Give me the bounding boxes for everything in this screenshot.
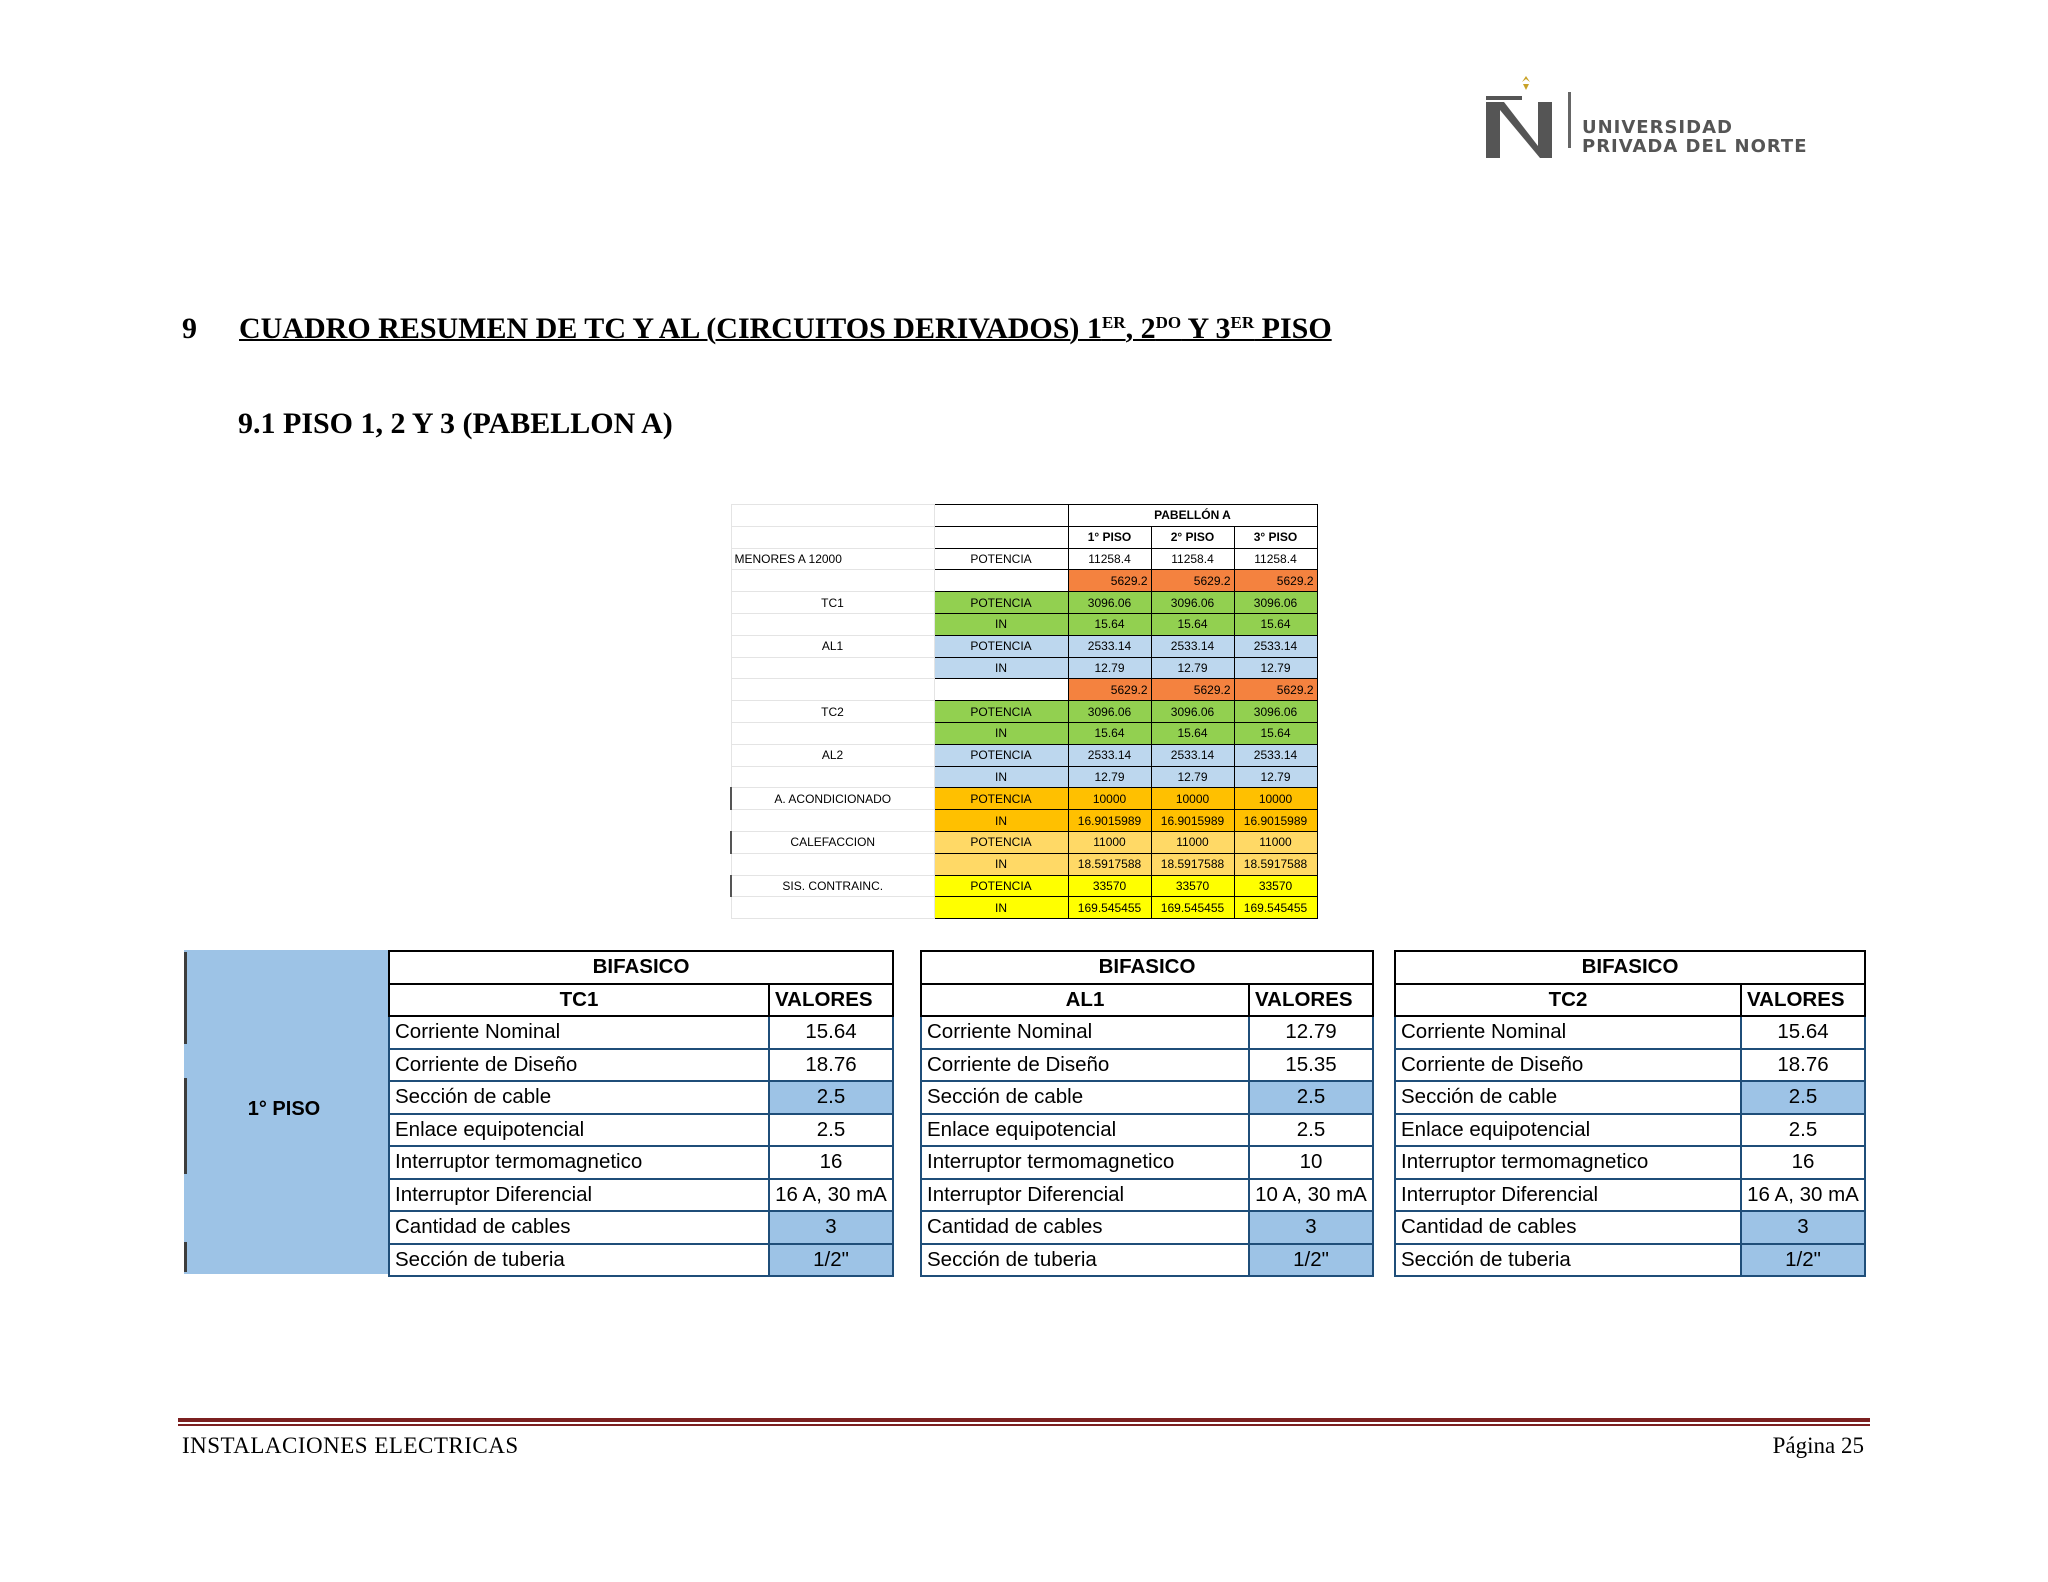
sheet-row-type	[934, 679, 1068, 701]
parameter-name: Enlace equipotencial	[1395, 1114, 1741, 1147]
table-row	[389, 1049, 893, 1082]
sheet-row	[731, 744, 1317, 766]
summary-subheader-row	[921, 984, 1373, 1017]
sheet-row-type: POTENCIA	[934, 701, 1068, 723]
parameter-value: 2.5	[1249, 1114, 1373, 1147]
values-header: VALORES	[769, 984, 893, 1017]
sheet-row-type: POTENCIA	[934, 875, 1068, 897]
parameter-value: 10	[1249, 1146, 1373, 1179]
table-row	[921, 1049, 1373, 1082]
title-sup-2: DO	[1155, 313, 1182, 332]
logo-separator	[1568, 92, 1571, 148]
sheet-value-cell: 2533.14	[1068, 635, 1151, 657]
sheet-row-label: SIS. CONTRAINC.	[731, 875, 934, 897]
parameter-name: Sección de tuberia	[921, 1244, 1249, 1277]
circuit-name: TC2	[1395, 984, 1741, 1017]
sheet-value-cell: 5629.2	[1234, 570, 1317, 592]
sheet-value-cell: 11000	[1068, 831, 1151, 853]
parameter-name: Sección de cable	[921, 1081, 1249, 1114]
table-row	[1395, 1049, 1865, 1082]
parameter-name: Corriente Nominal	[921, 1016, 1249, 1049]
parameter-name: Corriente Nominal	[389, 1016, 769, 1049]
parameter-value: 16	[769, 1146, 893, 1179]
summary-subheader-row	[1395, 984, 1865, 1017]
sheet-value-cell: 11000	[1234, 831, 1317, 853]
table-row	[921, 1146, 1373, 1179]
piso-label: 1° PISO	[247, 1098, 321, 1120]
sheet-floor-header: 3° PISO	[1234, 526, 1317, 548]
left-border-mark	[184, 952, 187, 1044]
sheet-value-cell: 10000	[1151, 788, 1234, 810]
summary-header-row	[389, 951, 893, 984]
phase-header: BIFASICO	[921, 951, 1373, 984]
sheet-row-label: TC1	[731, 592, 934, 614]
table-row	[389, 1081, 893, 1114]
parameter-name: Interruptor termomagnetico	[389, 1146, 769, 1179]
summary-table-tc2	[1394, 950, 1866, 1277]
parameter-value: 12.79	[1249, 1016, 1373, 1049]
sheet-row-label: CALEFACCION	[731, 831, 934, 853]
sheet-value-cell: 12.79	[1068, 766, 1151, 788]
sheet-row-type: POTENCIA	[934, 744, 1068, 766]
table-row	[921, 1016, 1373, 1049]
parameter-name: Corriente Nominal	[1395, 1016, 1741, 1049]
parameter-value: 2.5	[1741, 1081, 1865, 1114]
sheet-value-cell: 33570	[1151, 875, 1234, 897]
footer-rule-thin	[178, 1424, 1870, 1426]
table-row	[389, 1179, 893, 1212]
parameter-name: Interruptor termomagnetico	[921, 1146, 1249, 1179]
section-heading	[182, 312, 1332, 346]
sheet-value-cell: 12.79	[1151, 657, 1234, 679]
sheet-value-cell: 169.545455	[1151, 897, 1234, 919]
table-row	[921, 1179, 1373, 1212]
sheet-value-cell: 5629.2	[1151, 570, 1234, 592]
sheet-row-label: TC2	[731, 701, 934, 723]
sheet-blank-cell	[731, 505, 934, 527]
sheet-value-cell: 12.79	[1234, 766, 1317, 788]
sheet-row	[731, 853, 1317, 875]
sheet-value-cell: 12.79	[1151, 766, 1234, 788]
footer-rule	[178, 1418, 1870, 1422]
sheet-value-cell: 18.5917588	[1068, 853, 1151, 875]
sheet-value-cell: 3096.06	[1068, 701, 1151, 723]
parameter-value: 1/2"	[769, 1244, 893, 1277]
sheet-row-label	[731, 679, 934, 701]
summary-header-row	[921, 951, 1373, 984]
parameter-value: 1/2"	[1741, 1244, 1865, 1277]
sheet-value-cell: 5629.2	[1068, 679, 1151, 701]
footer-page-number: Página 25	[1772, 1433, 1864, 1458]
sheet-value-cell: 2533.14	[1151, 635, 1234, 657]
sheet-value-cell: 2533.14	[1151, 744, 1234, 766]
sheet-value-cell: 33570	[1068, 875, 1151, 897]
parameter-value: 15.35	[1249, 1049, 1373, 1082]
title-part-d: PISO	[1254, 312, 1332, 345]
circuit-name: TC1	[389, 984, 769, 1017]
table-row	[1395, 1211, 1865, 1244]
title-part-c: Y 3	[1181, 312, 1231, 345]
parameter-name: Corriente de Diseño	[921, 1049, 1249, 1082]
sheet-value-cell: 169.545455	[1234, 897, 1317, 919]
sheet-row-label	[731, 853, 934, 875]
sheet-value-cell: 15.64	[1068, 613, 1151, 635]
parameter-name: Interruptor termomagnetico	[1395, 1146, 1741, 1179]
sheet-row	[731, 548, 1317, 570]
sheet-value-cell: 3096.06	[1234, 592, 1317, 614]
sheet-row-type: IN	[934, 853, 1068, 875]
sheet-value-cell: 5629.2	[1234, 679, 1317, 701]
subsection-heading: 9.1 PISO 1, 2 Y 3 (PABELLON A)	[238, 407, 673, 440]
sheet-value-cell: 5629.2	[1068, 570, 1151, 592]
table-row	[389, 1244, 893, 1277]
sheet-value-cell: 3096.06	[1151, 592, 1234, 614]
sheet-row-type: POTENCIA	[934, 788, 1068, 810]
section-number: 9	[182, 312, 197, 345]
sheet-row	[731, 613, 1317, 635]
parameter-value: 3	[769, 1211, 893, 1244]
sheet-row-type: IN	[934, 897, 1068, 919]
sheet-row-label	[731, 613, 934, 635]
parameter-name: Enlace equipotencial	[921, 1114, 1249, 1147]
table-row	[921, 1244, 1373, 1277]
title-part-b: , 2	[1125, 312, 1156, 345]
sheet-row-label	[731, 722, 934, 744]
values-header: VALORES	[1249, 984, 1373, 1017]
parameter-name: Interruptor Diferencial	[389, 1179, 769, 1212]
sheet-value-cell: 15.64	[1234, 613, 1317, 635]
table-row	[1395, 1146, 1865, 1179]
sheet-row	[731, 897, 1317, 919]
sheet-row-type: POTENCIA	[934, 548, 1068, 570]
table-row	[389, 1016, 893, 1049]
sheet-title-row	[731, 505, 1317, 527]
section-title	[239, 312, 1332, 345]
left-border-mark	[184, 1078, 187, 1174]
summary-table-al1	[920, 950, 1374, 1277]
sheet-value-cell: 15.64	[1068, 722, 1151, 744]
table-row	[389, 1211, 893, 1244]
title-part-a: CUADRO RESUMEN DE TC Y AL (CIRCUITOS DERIVADOS) 1	[239, 312, 1102, 345]
sheet-value-cell: 15.64	[1151, 613, 1234, 635]
piso-label-block	[184, 950, 388, 1274]
sheet-value-cell: 16.9015989	[1068, 810, 1151, 832]
table-row	[389, 1114, 893, 1147]
sheet-row-type: POTENCIA	[934, 831, 1068, 853]
sheet-row-label	[731, 766, 934, 788]
sheet-row-type	[934, 570, 1068, 592]
values-header: VALORES	[1741, 984, 1865, 1017]
sheet-value-cell: 15.64	[1234, 722, 1317, 744]
sheet-value-cell: 16.9015989	[1151, 810, 1234, 832]
sheet-row-label: AL2	[731, 744, 934, 766]
footer-course: INSTALACIONES ELECTRICAS	[182, 1433, 519, 1458]
parameter-name: Corriente de Diseño	[1395, 1049, 1741, 1082]
sheet-row	[731, 788, 1317, 810]
parameter-name: Sección de cable	[1395, 1081, 1741, 1114]
parameter-name: Interruptor Diferencial	[1395, 1179, 1741, 1212]
parameter-name: Cantidad de cables	[1395, 1211, 1741, 1244]
table-row	[1395, 1179, 1865, 1212]
logo-line-1: UNIVERSIDAD	[1582, 117, 1733, 138]
sheet-value-cell: 5629.2	[1151, 679, 1234, 701]
table-row	[921, 1211, 1373, 1244]
sheet-row	[731, 570, 1317, 592]
table-row	[1395, 1244, 1865, 1277]
sheet-row	[731, 657, 1317, 679]
parameter-value: 3	[1249, 1211, 1373, 1244]
parameter-name: Interruptor Diferencial	[921, 1179, 1249, 1212]
phase-header: BIFASICO	[389, 951, 893, 984]
title-sup-1: ER	[1101, 313, 1126, 332]
sheet-value-cell: 12.79	[1068, 657, 1151, 679]
sheet-row-type: POTENCIA	[934, 635, 1068, 657]
sheet-blank-cell	[731, 526, 934, 548]
parameter-value: 1/2"	[1249, 1244, 1373, 1277]
sheet-row-label: AL1	[731, 635, 934, 657]
sheet-value-cell: 11258.4	[1234, 548, 1317, 570]
parameter-name: Sección de cable	[389, 1081, 769, 1114]
sheet-row-type: IN	[934, 657, 1068, 679]
upn-n-logo-icon	[1482, 76, 1574, 160]
sheet-value-cell: 15.64	[1151, 722, 1234, 744]
parameter-name: Sección de tuberia	[1395, 1244, 1741, 1277]
sheet-row-label	[731, 810, 934, 832]
sheet-value-cell: 10000	[1068, 788, 1151, 810]
sheet-row-label	[731, 570, 934, 592]
sheet-row	[731, 766, 1317, 788]
sheet-floor-row	[731, 526, 1317, 548]
sheet-row	[731, 722, 1317, 744]
logo-text	[1582, 118, 1808, 156]
table-row	[921, 1114, 1373, 1147]
sheet-row	[731, 810, 1317, 832]
sheet-row-type: POTENCIA	[934, 592, 1068, 614]
sheet-blank-cell	[934, 526, 1068, 548]
sheet-value-cell: 3096.06	[1068, 592, 1151, 614]
sheet-value-cell: 11258.4	[1068, 548, 1151, 570]
parameter-name: Cantidad de cables	[389, 1211, 769, 1244]
sheet-floor-header: 1° PISO	[1068, 526, 1151, 548]
title-sup-3: ER	[1230, 313, 1255, 332]
sheet-row	[731, 875, 1317, 897]
sheet-value-cell: 3096.06	[1151, 701, 1234, 723]
sheet-title: PABELLÓN A	[1068, 505, 1317, 527]
parameter-value: 16 A, 30 mA	[769, 1179, 893, 1212]
sheet-value-cell: 2533.14	[1234, 744, 1317, 766]
summary-subheader-row	[389, 984, 893, 1017]
parameter-value: 2.5	[1741, 1114, 1865, 1147]
sheet-row-label	[731, 897, 934, 919]
parameter-value: 15.64	[769, 1016, 893, 1049]
parameter-name: Cantidad de cables	[921, 1211, 1249, 1244]
sheet-row-label: A. ACONDICIONADO	[731, 788, 934, 810]
sheet-row-type: IN	[934, 613, 1068, 635]
parameter-value: 16 A, 30 mA	[1741, 1179, 1865, 1212]
table-row	[1395, 1114, 1865, 1147]
sheet-row-type: IN	[934, 722, 1068, 744]
table-row	[921, 1081, 1373, 1114]
parameter-value: 2.5	[769, 1114, 893, 1147]
table-row	[389, 1146, 893, 1179]
circuit-name: AL1	[921, 984, 1249, 1017]
parameter-value: 10 A, 30 mA	[1249, 1179, 1373, 1212]
parameter-value: 18.76	[1741, 1049, 1865, 1082]
sheet-row	[731, 635, 1317, 657]
left-border-mark	[184, 1242, 187, 1272]
phase-header: BIFASICO	[1395, 951, 1865, 984]
sheet-row-label: MENORES A 12000	[731, 548, 934, 570]
sheet-row-label	[731, 657, 934, 679]
sheet-row	[731, 679, 1317, 701]
sheet-row-type: IN	[934, 766, 1068, 788]
parameter-name: Corriente de Diseño	[389, 1049, 769, 1082]
university-logo	[1482, 52, 1822, 162]
sheet-floor-header: 2° PISO	[1151, 526, 1234, 548]
sheet-blank-cell	[934, 505, 1068, 527]
sheet-value-cell: 169.545455	[1068, 897, 1151, 919]
table-row	[1395, 1016, 1865, 1049]
parameter-name: Enlace equipotencial	[389, 1114, 769, 1147]
table-row	[1395, 1081, 1865, 1114]
summary-header-row	[1395, 951, 1865, 984]
sheet-row-type: IN	[934, 810, 1068, 832]
sheet-value-cell: 3096.06	[1234, 701, 1317, 723]
logo-line-2: PRIVADA DEL NORTE	[1582, 136, 1808, 157]
pabellon-sheet-table	[730, 504, 1318, 919]
sheet-row	[731, 592, 1317, 614]
sheet-value-cell: 11000	[1151, 831, 1234, 853]
sheet-value-cell: 33570	[1234, 875, 1317, 897]
parameter-value: 2.5	[769, 1081, 893, 1114]
sheet-value-cell: 18.5917588	[1151, 853, 1234, 875]
parameter-value: 16	[1741, 1146, 1865, 1179]
sheet-row	[731, 701, 1317, 723]
parameter-value: 2.5	[1249, 1081, 1373, 1114]
sheet-value-cell: 2533.14	[1068, 744, 1151, 766]
summary-table-tc1	[388, 950, 894, 1277]
sheet-value-cell: 2533.14	[1234, 635, 1317, 657]
sheet-value-cell: 16.9015989	[1234, 810, 1317, 832]
sheet-row	[731, 831, 1317, 853]
sheet-value-cell: 12.79	[1234, 657, 1317, 679]
sheet-value-cell: 10000	[1234, 788, 1317, 810]
sheet-value-cell: 11258.4	[1151, 548, 1234, 570]
sheet-value-cell: 18.5917588	[1234, 853, 1317, 875]
parameter-value: 3	[1741, 1211, 1865, 1244]
parameter-name: Sección de tuberia	[389, 1244, 769, 1277]
parameter-value: 15.64	[1741, 1016, 1865, 1049]
parameter-value: 18.76	[769, 1049, 893, 1082]
